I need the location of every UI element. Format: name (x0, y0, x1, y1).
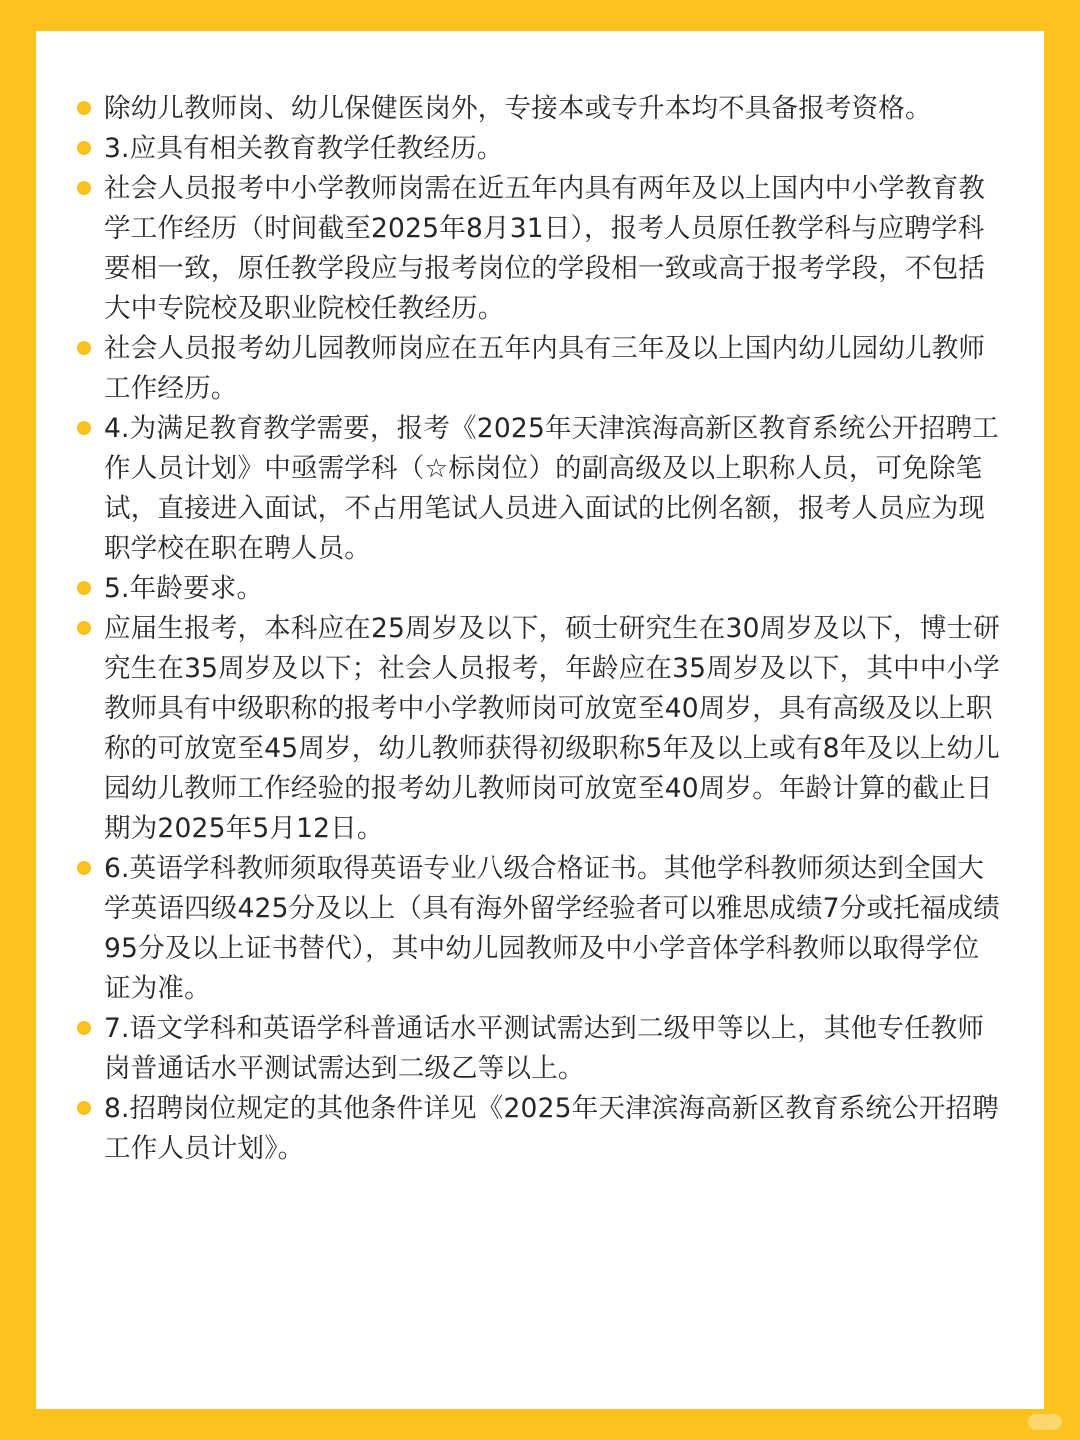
bullet-dot-icon (77, 621, 91, 635)
bullet-dot-icon (77, 1021, 91, 1035)
list-item-text: 8.招聘岗位规定的其他条件详见《2025年天津滨海高新区教育系统公开招聘工作人员计划》。 (104, 1093, 999, 1164)
list-item-text: 4.为满足教育教学需要，报考《2025年天津滨海高新区教育系统公开招聘工作人员计划》中亟需学科（☆标岗位）的副高级及以上职称人员，可免除笔试，直接进入面试，不占用笔试人员进入面试的比例名额，报考人员应为现职学校在职在聘人员。 (104, 413, 999, 564)
bullet-dot-icon (77, 1101, 91, 1115)
list-item-text: 5.年龄要求。 (104, 573, 264, 604)
bullet-dot-icon (77, 421, 91, 435)
list-item (68, 1009, 1004, 1089)
list-item-text: 6.英语学科教师须取得英语专业八级合格证书。其他学科教师须达到全国大学英语四级425分及以上（具有海外留学经验者可以雅思成绩7分或托福成绩95分及以上证书替代），其中幼儿园教师及中小学音体学科教师以取得学位证为准。 (104, 853, 1000, 1004)
watermark (1028, 1414, 1062, 1430)
list-item (68, 129, 1004, 169)
list-item (68, 409, 1004, 569)
list-item-text: 社会人员报考中小学教师岗需在近五年内具有两年及以上国内中小学教育教学工作经历（时间截至2025年8月31日），报考人员原任教学科与应聘学科要相一致，原任教学段应与报考岗位的学段相一致或高于报考学段，不包括大中专院校及职业院校任教经历。 (104, 173, 986, 324)
content-card (36, 31, 1044, 1409)
bullet-dot-icon (77, 141, 91, 155)
bullet-dot-icon (77, 181, 91, 195)
list-item (68, 89, 1004, 129)
list-item (68, 849, 1004, 1009)
list-item-text: 7.语文学科和英语学科普通话水平测试需达到二级甲等以上，其他专任教师岗普通话水平测试需达到二级乙等以上。 (104, 1013, 985, 1084)
bullet-dot-icon (77, 581, 91, 595)
list-item-text: 3.应具有相关教育教学任教经历。 (104, 133, 504, 164)
list-item-text: 应届生报考，本科应在25周岁及以下，硕士研究生在30周岁及以下，博士研究生在35周岁及以下；社会人员报考，年龄应在35周岁及以下，其中中小学教师具有中级职称的报考中小学教师岗可放宽至40周岁，具有高级及以上职称的可放宽至45周岁，幼儿教师获得初级职称5年及以上或有8年及以上幼儿园幼儿教师工作经验的报考幼儿教师岗可放宽至40周岁。年龄计算的截止日期为2025年5月12日。 (104, 613, 1000, 844)
list-item (68, 169, 1004, 329)
bullet-dot-icon (77, 861, 91, 875)
bullet-dot-icon (77, 101, 91, 115)
list-item-text: 社会人员报考幼儿园教师岗应在五年内具有三年及以上国内幼儿园幼儿教师工作经历。 (104, 333, 986, 404)
list-item (68, 1089, 1004, 1169)
list-item (68, 329, 1004, 409)
bullet-dot-icon (77, 341, 91, 355)
list-item (68, 609, 1004, 849)
list-item (68, 569, 1004, 609)
list-item-text: 除幼儿教师岗、幼儿保健医岗外，专接本或专升本均不具备报考资格。 (104, 93, 932, 124)
